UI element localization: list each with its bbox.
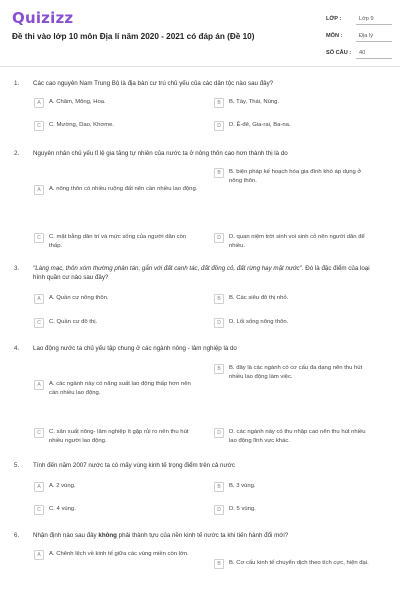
option-text: C. mặt bằng dân trí và mức sống của người dân còn thấp. — [49, 234, 187, 249]
option-letter: C — [34, 428, 44, 438]
option-text: D. Ê-đê, Gia-rai, Ba-na. — [229, 122, 291, 128]
option-letter: A — [34, 482, 44, 492]
option-d[interactable] — [214, 505, 374, 515]
option-text: A. Chênh lệch về kinh tế giữa các vùng miền còn lớn. — [49, 551, 189, 557]
option-a[interactable] — [34, 185, 199, 195]
question-number: 3. — [14, 265, 20, 272]
meta-label: SỐ CÂU : — [326, 50, 352, 56]
document-title: Đề thi vào lớp 10 môn Địa lí năm 2020 - 2021 có đáp án (Đề 10) — [12, 32, 255, 41]
option-b[interactable] — [214, 559, 374, 569]
option-letter: A — [34, 185, 44, 195]
meta-row-class — [326, 12, 392, 26]
option-c[interactable] — [34, 121, 199, 131]
option-text: A. nông thôn có nhiều ruộng đất nên cần nhiều lao động. — [49, 186, 198, 192]
option-b[interactable] — [214, 482, 374, 492]
option-c[interactable] — [34, 233, 199, 250]
option-d[interactable] — [214, 318, 374, 328]
question-text-pre: Nhận định nào sau đây — [33, 532, 99, 539]
option-a[interactable] — [34, 482, 199, 492]
option-letter: D — [214, 318, 224, 328]
option-b[interactable] — [214, 98, 374, 108]
quizizz-logo: Quizizz — [12, 9, 74, 27]
option-text: B. 3 vùng. — [229, 483, 256, 489]
meta-label: MÔN : — [326, 33, 343, 39]
header-divider — [0, 66, 400, 67]
meta-row-subject — [326, 29, 392, 43]
meta-label: LỚP : — [326, 16, 342, 22]
option-text: A. các ngành này có năng suất lao động thấp hơn nên cần nhiều lao động. — [49, 381, 191, 396]
meta-row-count — [326, 46, 392, 60]
question-quote: "Làng mạc, thôn xóm thường phân tán, gắn với đất canh tác, đất đồng cỏ, đất rừng hay mặt nước". — [33, 265, 304, 272]
option-c[interactable] — [34, 428, 199, 445]
option-letter: B — [214, 98, 224, 108]
meta-box — [326, 12, 392, 63]
meta-value: Lớp 9 — [356, 13, 392, 25]
option-text: D. các ngành này có thu nhập cao nên thu hút nhiều lao động lĩnh vực khác. — [229, 429, 366, 444]
meta-value: 40 — [356, 47, 392, 59]
option-d[interactable] — [214, 233, 374, 250]
question-text: Các cao nguyên Nam Trung Bộ là địa bàn cư trú chủ yếu của các dân tộc nào sau đây? — [33, 80, 274, 87]
option-letter: D — [214, 428, 224, 438]
option-b[interactable] — [214, 364, 374, 381]
option-letter: D — [214, 505, 224, 515]
option-a[interactable] — [34, 380, 199, 397]
option-letter: A — [34, 98, 44, 108]
question-text — [33, 532, 370, 541]
option-text: B. Các siêu đô thị nhỏ. — [229, 295, 289, 301]
question-text — [33, 265, 370, 283]
option-text: A. 2 vùng. — [49, 483, 76, 489]
option-letter: B — [214, 168, 224, 178]
question-text-rest: phải thành tựu của nền kinh tế nước ta khi tiến hành đổi mới? — [116, 532, 289, 539]
option-d[interactable] — [214, 121, 374, 131]
option-letter: A — [34, 380, 44, 390]
option-letter: A — [34, 550, 44, 560]
option-letter: C — [34, 233, 44, 243]
option-text: D. quan niệm trời sinh voi sinh cỏ nên người dân để nhiều. — [229, 234, 365, 249]
option-letter: B — [214, 364, 224, 374]
option-letter: D — [214, 233, 224, 243]
option-c[interactable] — [34, 318, 199, 328]
option-text: D. Lối sống nông thôn. — [229, 319, 289, 325]
option-text: B. đây là các ngành có cơ cấu đa dạng nên thu hút nhiều lao động làm việc. — [229, 365, 363, 380]
meta-value: Địa lý — [356, 30, 392, 42]
question-text: Nguyên nhân chủ yếu tỉ lệ gia tăng tự nhiên của nước ta ở nông thôn cao hơn thành thị là do — [33, 150, 288, 157]
option-text: C. Mường, Dao, Khơme. — [49, 122, 115, 128]
option-text: B. biện pháp kế hoạch hóa gia đình khó áp dụng ở nông thôn. — [229, 169, 362, 184]
option-letter: C — [34, 121, 44, 131]
option-b[interactable] — [214, 168, 374, 185]
option-text: C. 4 vùng. — [49, 506, 76, 512]
option-a[interactable] — [34, 550, 199, 560]
question-text: Tính đến năm 2007 nước ta có mấy vùng kinh tế trọng điểm trên cả nước — [33, 462, 235, 469]
option-letter: C — [34, 318, 44, 328]
option-letter: B — [214, 559, 224, 569]
question-number: 1. — [14, 80, 20, 87]
option-c[interactable] — [34, 505, 199, 515]
option-text: B. Tày, Thái, Nùng. — [229, 99, 280, 105]
option-text: A. Quần cư nông thôn. — [49, 295, 109, 301]
question-number: 4. — [14, 345, 20, 352]
option-letter: D — [214, 121, 224, 131]
option-text: C. Quần cư đô thị. — [49, 319, 98, 325]
option-text: D. 5 vùng. — [229, 506, 256, 512]
option-a[interactable] — [34, 98, 199, 108]
option-text: C. sản xuất nông- lâm nghiệp ít gặp rủi ro nên thu hút nhiều người lao động. — [49, 429, 189, 444]
option-text: B. Cơ cấu kinh tế chuyển dịch theo tích cực, hiện đại. — [229, 560, 369, 566]
option-b[interactable] — [214, 294, 374, 304]
option-letter: A — [34, 294, 44, 304]
question-text: Lao động nước ta chủ yếu tập chung ở các ngành nông - lâm nghiệp là do — [33, 345, 237, 352]
option-letter: C — [34, 505, 44, 515]
option-d[interactable] — [214, 428, 374, 445]
option-letter: B — [214, 482, 224, 492]
question-number: 5. — [14, 462, 20, 469]
option-a[interactable] — [34, 294, 199, 304]
page-header — [0, 0, 400, 66]
question-keyword: không — [98, 532, 117, 539]
option-letter: B — [214, 294, 224, 304]
question-number: 6. — [14, 532, 20, 539]
question-number: 2. — [14, 150, 20, 157]
question-text-rest: Đó là đặc điểm của loại hình quần cư nào sau đây? — [33, 265, 370, 281]
option-text: A. Chăm, Mông, Hoa. — [49, 99, 106, 105]
